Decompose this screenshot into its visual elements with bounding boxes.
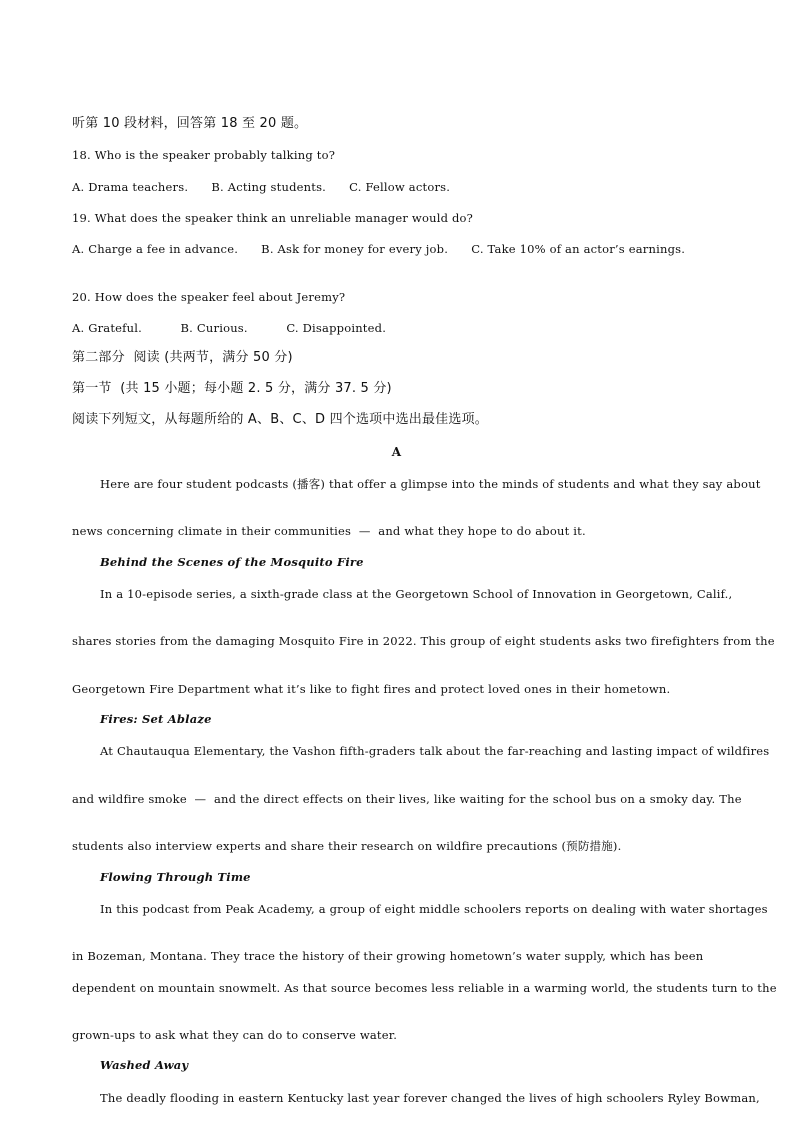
podcast-title-washed-away: Washed Away bbox=[100, 1058, 189, 1072]
podcast-3-line-2: in Bozeman, Montana. They trace the history of their growing hometown’s water supply, which has been bbox=[72, 949, 704, 963]
podcast-2-line-2: and wildfire smoke — and the direct effects on their lives, like waiting for the school bus on a smoky day. The bbox=[72, 792, 742, 806]
part2-section1-heading: 第一节 (共 15 小题；每小题 2. 5 分，满分 37. 5 分) bbox=[72, 381, 392, 396]
podcast-2-line-1: At Chautauqua Elementary, the Vashon fifth-graders talk about the far-reaching and lasting impact of wildfires bbox=[100, 744, 770, 758]
listening-instruction: 听第 10 段材料，回答第 18 至 20 题。 bbox=[72, 116, 308, 131]
podcast-2-line-3: students also interview experts and share their research on wildfire precautions (预防措施). bbox=[72, 839, 622, 853]
podcast-3-line-4: grown-ups to ask what they can do to conserve water. bbox=[72, 1028, 398, 1042]
podcast-4-line-1: The deadly flooding in eastern Kentucky last year forever changed the lives of high schoolers Ryley Bowman, bbox=[100, 1091, 760, 1105]
podcast-3-line-3: dependent on mountain snowmelt. As that source becomes less reliable in a warming world, the students turn to the bbox=[72, 981, 777, 995]
passage-intro-line-2: news concerning climate in their communities — and what they hope to do about it. bbox=[72, 524, 586, 538]
podcast-3-line-1: In this podcast from Peak Academy, a group of eight middle schoolers reports on dealing with water shortages bbox=[100, 902, 768, 916]
question-18: 18. Who is the speaker probably talking to? bbox=[72, 148, 336, 162]
podcast-title-mosquito-fire: Behind the Scenes of the Mosquito Fire bbox=[100, 555, 364, 569]
part2-heading: 第二部分 阅读 (共两节，满分 50 分) bbox=[72, 350, 293, 365]
podcast-title-fires-set-ablaze: Fires: Set Ablaze bbox=[100, 712, 212, 726]
podcast-title-flowing-through-time: Flowing Through Time bbox=[100, 870, 251, 884]
question-20: 20. How does the speaker feel about Jeremy? bbox=[72, 290, 346, 304]
question-19: 19. What does the speaker think an unreliable manager would do? bbox=[72, 211, 474, 225]
reading-instruction: 阅读下列短文，从每题所给的 A、B、C、D 四个选项中选出最佳选项。 bbox=[72, 412, 488, 427]
passage-letter: A bbox=[391, 445, 402, 459]
question-20-options: A. Grateful. B. Curious. C. Disappointed. bbox=[72, 321, 387, 335]
podcast-1-line-1: In a 10-episode series, a sixth-grade class at the Georgetown School of Innovation in Georgetown, Calif., bbox=[100, 587, 733, 601]
question-19-options: A. Charge a fee in advance. B. Ask for money for every job. C. Take 10% of an actor’s earnings. bbox=[72, 242, 686, 256]
passage-intro-line-1: Here are four student podcasts (播客) that offer a glimpse into the minds of students and what they say about bbox=[100, 477, 761, 491]
podcast-1-line-3: Georgetown Fire Department what it’s like to fight fires and protect loved ones in their hometown. bbox=[72, 682, 671, 696]
question-18-options: A. Drama teachers. B. Acting students. C. Fellow actors. bbox=[72, 180, 451, 194]
podcast-1-line-2: shares stories from the damaging Mosquito Fire in 2022. This group of eight students asks two firefighters from the bbox=[72, 634, 775, 648]
